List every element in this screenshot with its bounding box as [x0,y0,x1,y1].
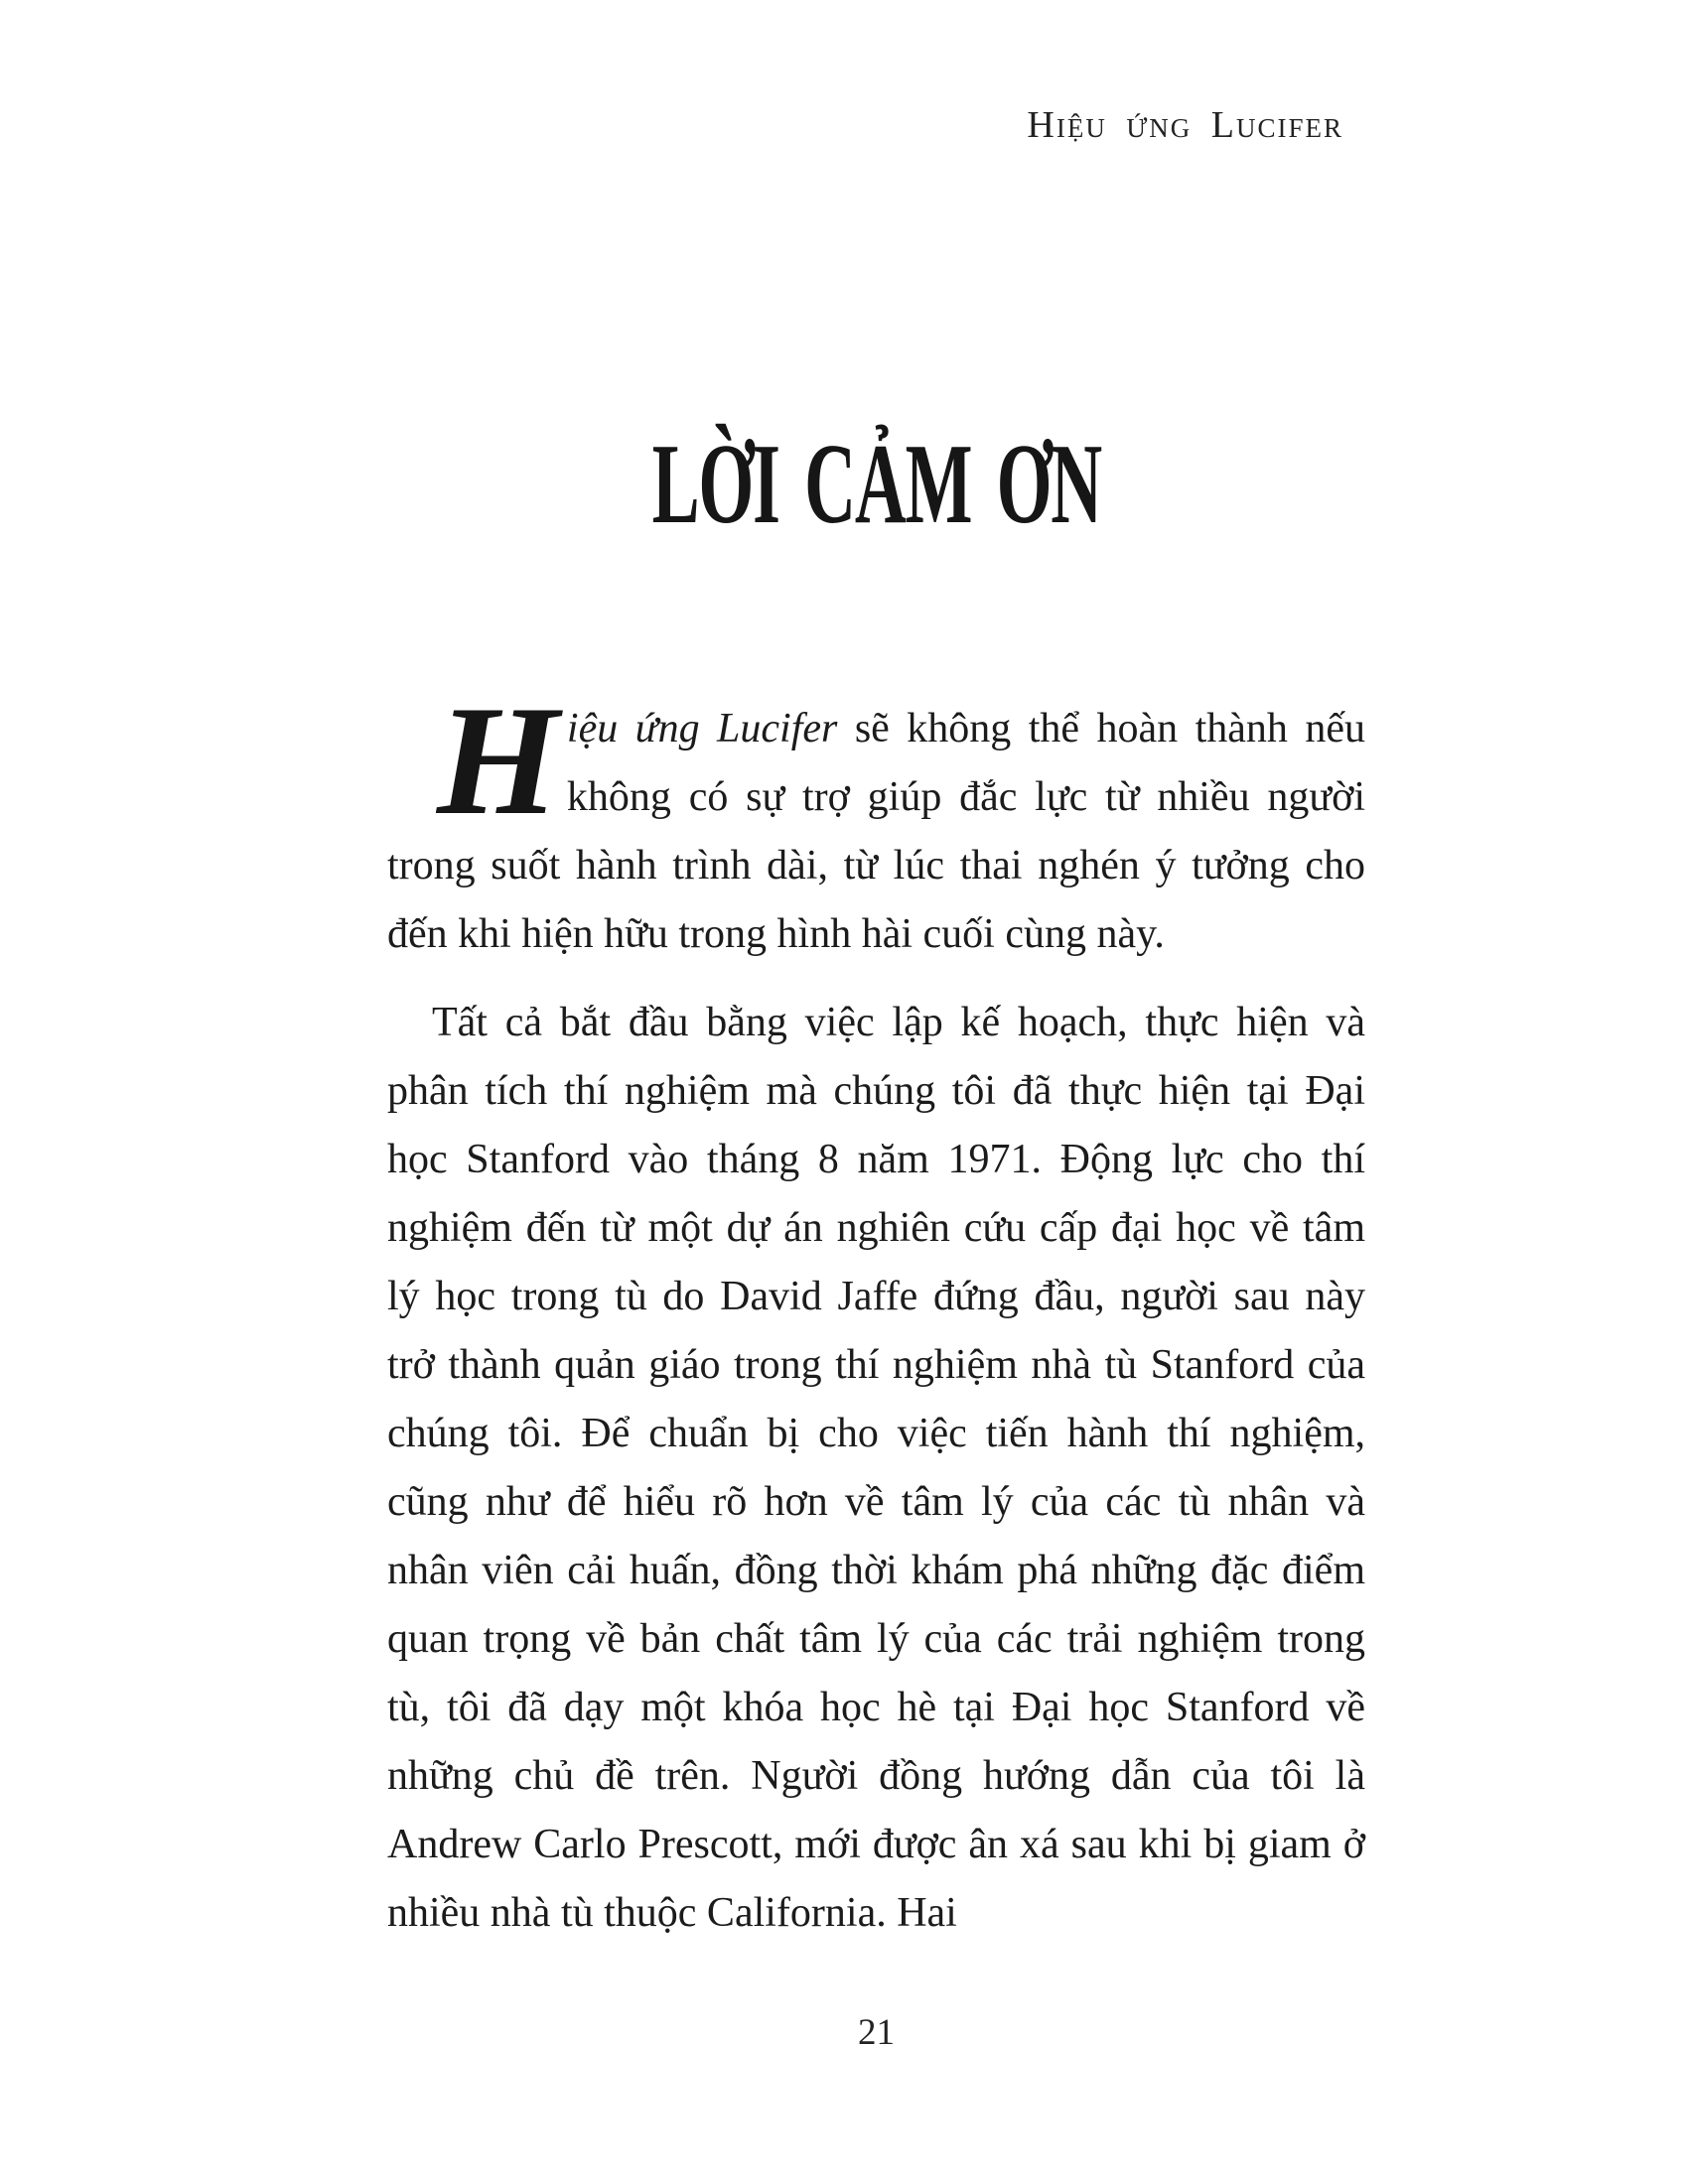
running-header: Hiệu ứng Lucifer [1027,104,1343,146]
chapter-title [387,421,1365,548]
drop-cap: H [437,674,559,848]
body-text-column [387,674,1366,1948]
paragraph-opening [387,674,1366,969]
book-title-italic: iệu ứng Lucifer [566,706,838,751]
page-number: 21 [858,2012,895,2053]
paragraph-opening-text: sẽ không thể hoàn thành nếu không có sự trợ giúp đắc lực từ nhiều người trong suốt hành trình dài, từ lúc thai nghén ý tưởng cho đến khi hiện hữu trong hình hài cuối cùng này. [387,706,1366,957]
chapter-title-text: LỜI CẢM ƠN [651,421,1101,548]
paragraph-second: Tất cả bắt đầu bằng việc lập kế hoạch, thực hiện và phân tích thí nghiệm mà chúng tôi đã thực hiện tại Đại học Stanford vào tháng 8 năm 1971. Động lực cho thí nghiệm đến từ một dự án nghiên cứu cấp đại học về tâm lý học trong tù do David Jaffe đứng đầu, người sau này trở thành quản giáo trong thí nghiệm nhà tù Stanford của chúng tôi. Để chuẩn bị cho việc tiến hành thí nghiệm, cũng như để hiểu rõ hơn về tâm lý của các tù nhân và nhân viên cải huấn, đồng thời khám phá những đặc điểm quan trọng về bản chất tâm lý của các trải nghiệm trong tù, tôi đã dạy một khóa học hè tại Đại học Stanford về những chủ đề trên. Người đồng hướng dẫn của tôi là Andrew Carlo Prescott, mới được ân xá sau khi bị giam ở nhiều nhà tù thuộc California. Hai [387,1000,1365,1936]
